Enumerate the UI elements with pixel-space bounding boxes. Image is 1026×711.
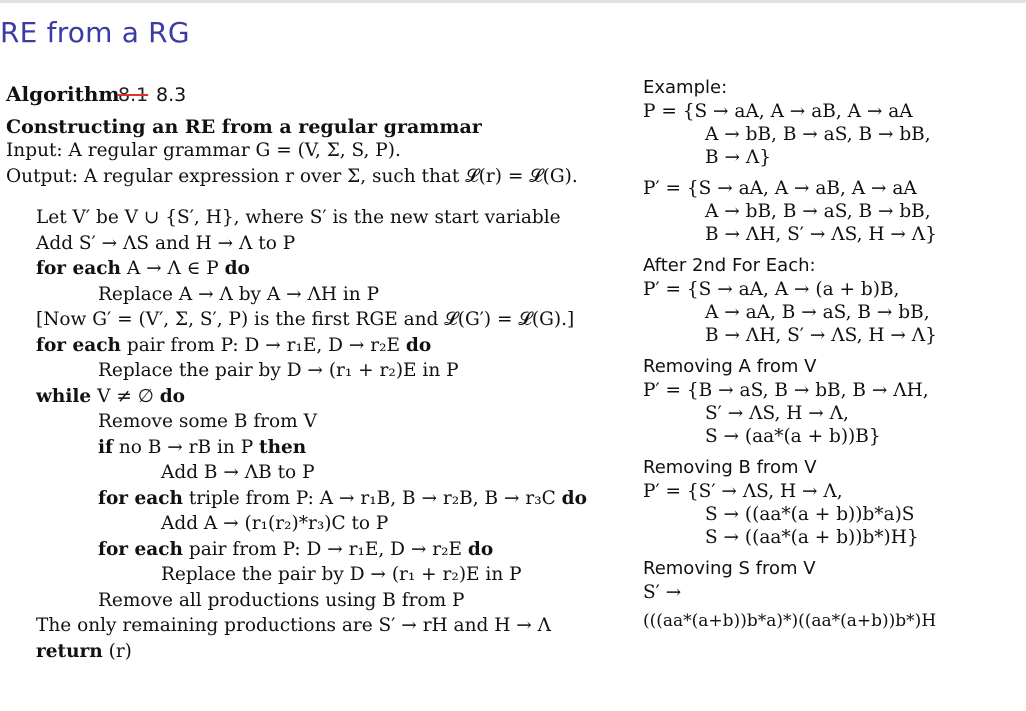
- remove-a-heading: Removing A from V: [643, 356, 817, 377]
- step-16: Remove all productions using B from P: [98, 589, 465, 611]
- p2-line-2: A → bB, B → aS, B → bB,: [705, 201, 931, 222]
- step-18: return (r): [36, 640, 132, 662]
- step-9: Remove some B from V: [98, 411, 317, 432]
- p2-line-3: B → ΛH, S′ → ΛS, H → Λ}: [705, 224, 937, 245]
- step-8: while V ≠ ∅ do: [36, 385, 185, 407]
- p-line-1: P = {S → aA, A → aB, A → aA: [643, 101, 913, 122]
- algorithm-panel: [6, 80, 626, 664]
- step-12: for each triple from P: A → r₁B, B → r₂B, B → r₃C do: [98, 487, 587, 509]
- after-line-2: A → aA, B → aS, B → bB,: [705, 302, 930, 323]
- example-panel: [643, 76, 1026, 633]
- example-heading: Example:: [643, 77, 728, 98]
- slide-title: RE from a RG: [0, 16, 190, 49]
- step-15: Replace the pair by D → (r₁ + r₂)E in P: [161, 564, 522, 585]
- remove-b-heading: Removing B from V: [643, 457, 817, 478]
- remove-a-line-2: S′ → ΛS, H → Λ,: [705, 403, 849, 424]
- step-2: Add S′ → ΛS and H → Λ to P: [36, 232, 296, 254]
- p2-line-1: P′ = {S → aA, A → aB, A → aA: [643, 178, 917, 199]
- step-6: for each pair from P: D → r₁E, D → r₂E do: [36, 334, 432, 356]
- remove-b-line-3: S → ((aa*(a + b))b*)H}: [705, 527, 919, 548]
- step-10: if no B → rB in P then: [98, 436, 307, 458]
- remove-s-heading: Removing S from V: [643, 558, 816, 579]
- algorithm-label: Algorithm: [6, 82, 120, 106]
- step-17: The only remaining productions are S′ → rH and H → Λ: [36, 615, 551, 636]
- step-4: Replace A → Λ by A → ΛH in P: [98, 283, 380, 305]
- algorithm-input: Input: A regular grammar G = (V, Σ, S, P).: [6, 140, 401, 161]
- algorithm-name: Constructing an RE from a regular grammar: [6, 116, 482, 138]
- remove-s-line-1: S′ →: [643, 582, 682, 603]
- remove-a-line-1: P′ = {B → aS, B → bB, B → ΛH,: [643, 380, 929, 401]
- remove-a-line-3: S → (aa*(a + b))B}: [705, 426, 881, 447]
- top-divider: [0, 0, 1026, 3]
- p-line-3: B → Λ}: [705, 147, 771, 168]
- after-line-1: P′ = {S → aA, A → (a + b)B,: [643, 279, 900, 300]
- algorithm-new-number: 8.3: [156, 84, 187, 106]
- algorithm-output: Output: A regular expression r over Σ, such that 𝓛(r) = 𝓛(G).: [6, 165, 578, 187]
- remove-s-line-2: (((aa*(a+b))b*a)*)((aa*(a+b))b*)H: [643, 611, 937, 631]
- step-5: [Now G′ = (V′, Σ, S′, P) is the first RGE and 𝓛(G′) = 𝓛(G).]: [36, 309, 575, 330]
- algorithm-old-number: 8.1: [118, 84, 149, 106]
- after-line-3: B → ΛH, S′ → ΛS, H → Λ}: [705, 325, 937, 346]
- algorithm-header: [6, 80, 626, 112]
- step-11: Add B → ΛB to P: [161, 462, 315, 483]
- step-7: Replace the pair by D → (r₁ + r₂)E in P: [98, 360, 459, 381]
- remove-b-line-1: P′ = {S′ → ΛS, H → Λ,: [643, 481, 843, 502]
- step-1: Let V′ be V ∪ {S′, H}, where S′ is the new start variable: [36, 207, 561, 228]
- after-heading: After 2nd For Each:: [643, 255, 816, 276]
- step-13: Add A → (r₁(r₂)*r₃)C to P: [161, 513, 389, 534]
- p-line-2: A → bB, B → aS, B → bB,: [705, 124, 931, 145]
- step-14: for each pair from P: D → r₁E, D → r₂E do: [98, 538, 494, 560]
- step-3: for each A → Λ ∈ P do: [36, 258, 250, 279]
- remove-b-line-2: S → ((aa*(a + b))b*a)S: [705, 504, 915, 525]
